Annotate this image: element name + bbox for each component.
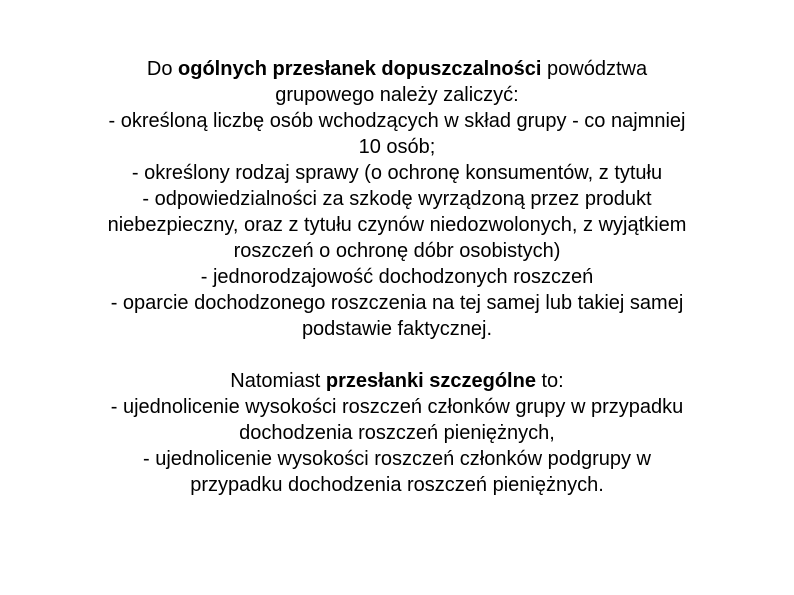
heading-prefix: Natomiast xyxy=(230,370,326,392)
text-line: niebezpieczny, oraz z tytułu czynów niedozwolonych, z wyjątkiem xyxy=(107,214,687,236)
text-line: - ujednolicenie wysokości roszczeń członków podgrupy w xyxy=(142,448,652,470)
specific-prerequisites-paragraph xyxy=(40,368,754,498)
text-line: dochodzenia roszczeń pieniężnych, xyxy=(239,422,555,444)
text-line: roszczeń o ochronę dóbr osobistych) xyxy=(233,240,561,262)
slide-text-body xyxy=(40,56,754,498)
heading-bold-phrase: ogólnych przesłanek dopuszczalności xyxy=(178,58,542,80)
heading-prefix: Do xyxy=(146,58,179,80)
text-line: - oparcie dochodzonego roszczenia na tej samej lub takiej samej xyxy=(110,292,684,314)
heading-suffix: to: xyxy=(535,370,564,392)
text-line: grupowego należy zaliczyć: xyxy=(275,84,519,106)
heading-suffix: powództwa xyxy=(541,58,648,80)
text-line: - jednorodzajowość dochodzonych roszczeń xyxy=(200,266,594,288)
text-line: przypadku dochodzenia roszczeń pieniężnych. xyxy=(190,474,604,496)
text-line: - odpowiedzialności za szkodę wyrządzoną przez produkt xyxy=(142,188,652,210)
general-prerequisites-heading-line xyxy=(40,56,754,82)
heading-bold-phrase: przesłanki szczególne xyxy=(325,370,536,392)
general-prerequisites-paragraph xyxy=(40,56,754,342)
specific-prerequisites-heading-line xyxy=(40,368,754,394)
text-line: podstawie faktycznej. xyxy=(301,318,493,340)
text-line: 10 osób; xyxy=(358,136,436,158)
text-line: - określony rodzaj sprawy (o ochronę konsumentów, z tytułu xyxy=(131,162,663,184)
paragraph-spacer xyxy=(40,342,754,368)
text-line: - określoną liczbę osób wchodzących w skład grupy - co najmniej xyxy=(108,110,686,132)
text-line: - ujednolicenie wysokości roszczeń członków grupy w przypadku xyxy=(110,396,684,418)
